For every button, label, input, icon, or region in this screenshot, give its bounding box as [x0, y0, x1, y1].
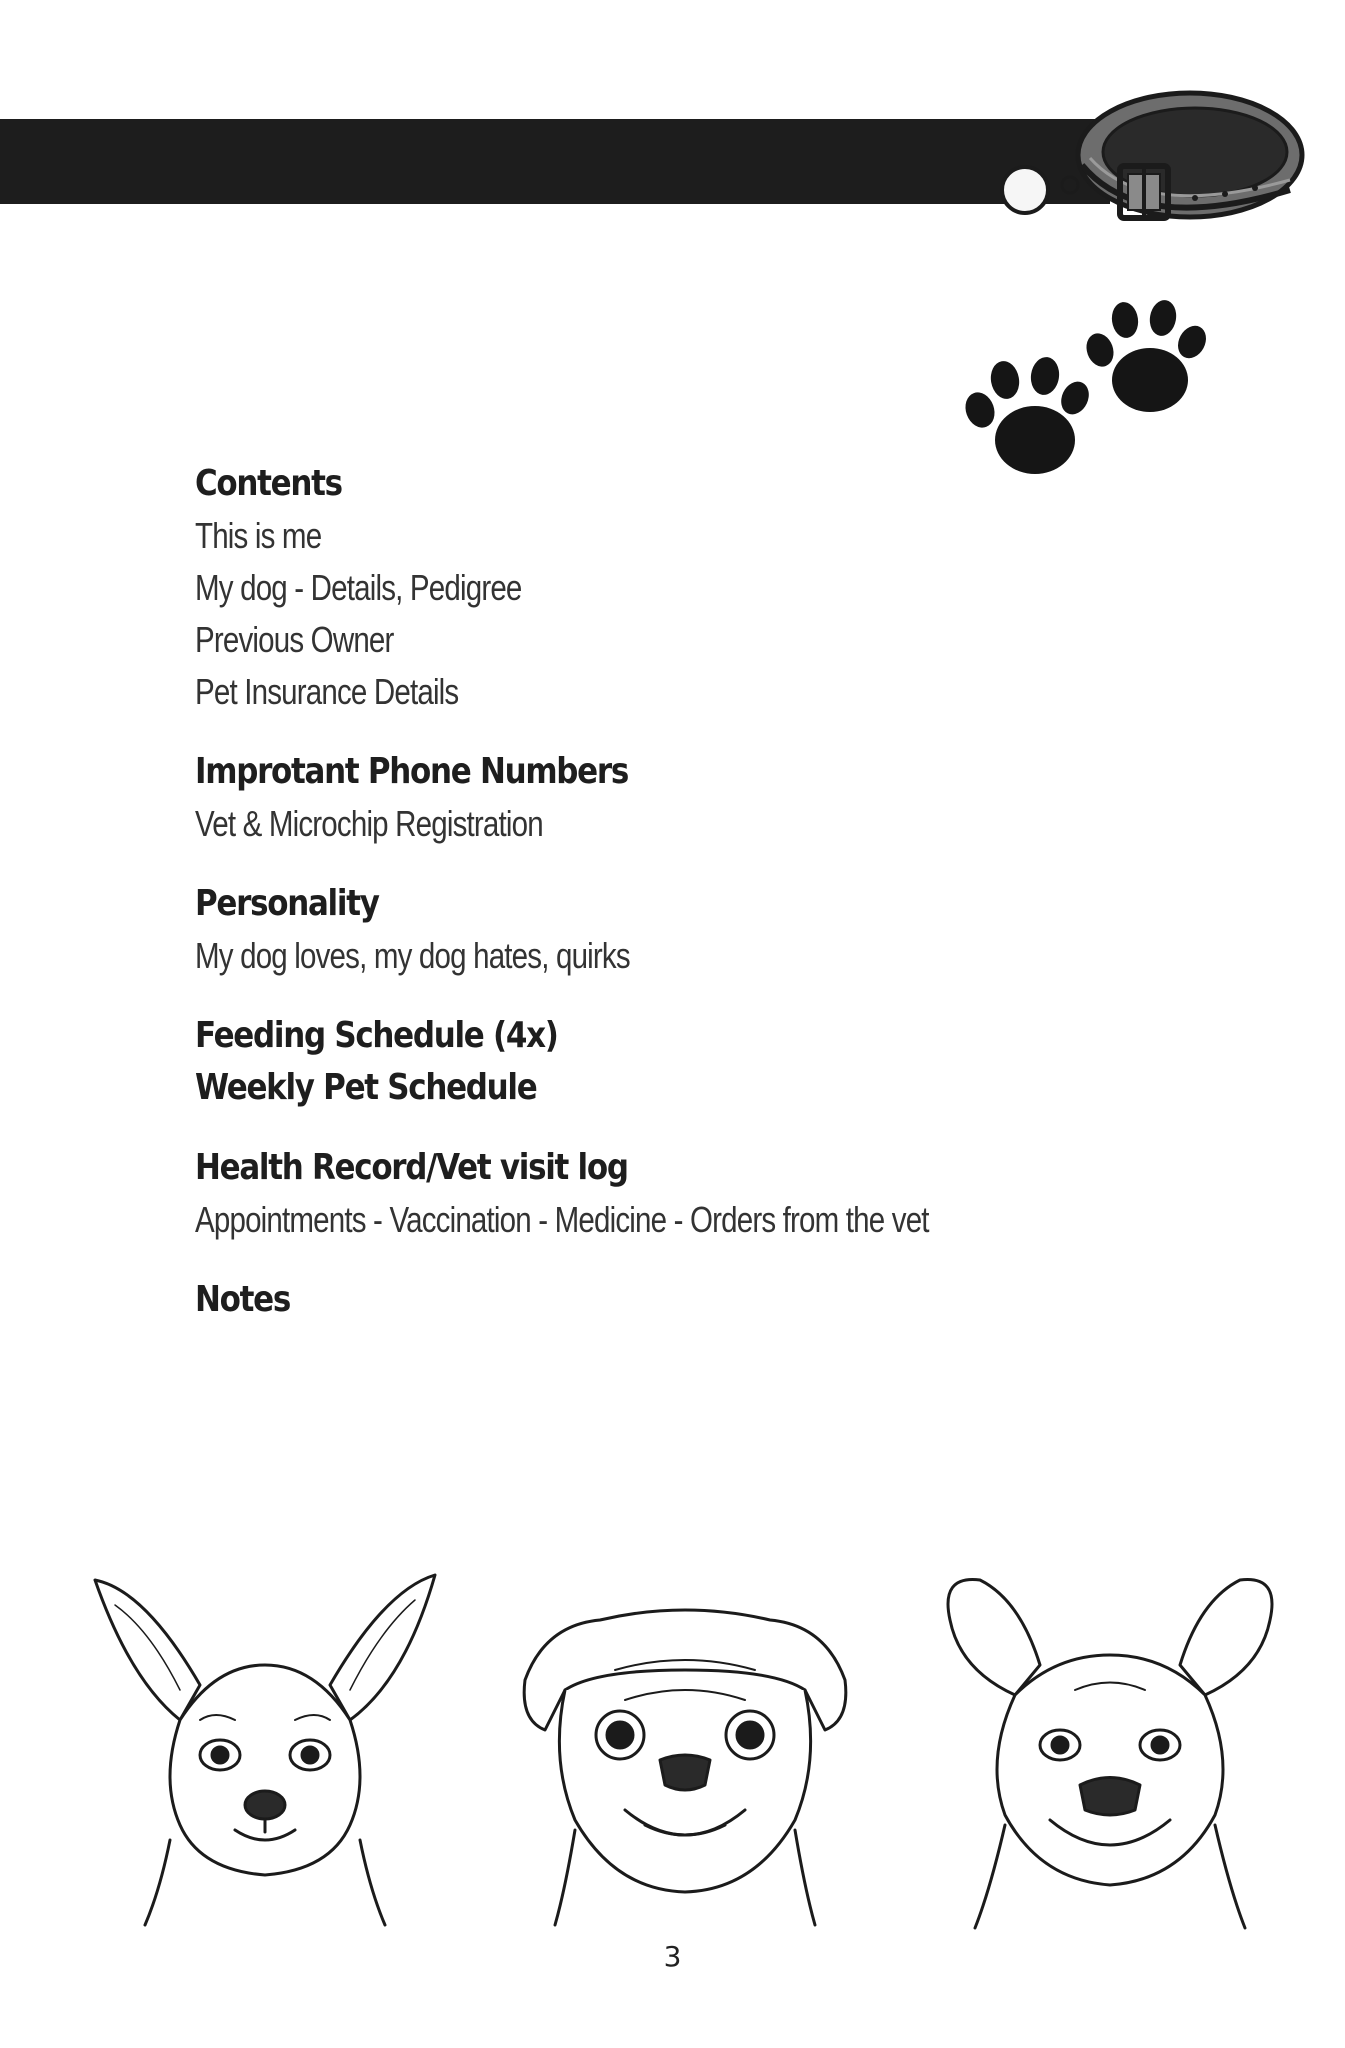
- list-item: Pet Insurance Details: [195, 671, 459, 712]
- section-notes: [195, 1274, 1195, 1326]
- list-item: My dog - Details, Pedigree: [195, 567, 522, 608]
- section-heading: Feeding Schedule (4x): [195, 1015, 558, 1056]
- section-heading: Health Record/Vet visit log: [195, 1147, 628, 1188]
- dog-collar-icon: [990, 70, 1310, 240]
- list-item: Appointments - Vaccination - Medicine - Orders from the vet: [195, 1199, 929, 1240]
- section-contents: [195, 458, 1195, 718]
- section-heading: Improtant Phone Numbers: [195, 751, 629, 792]
- list-item: This is me: [195, 515, 322, 556]
- chihuahua-illustration: [85, 1570, 445, 1930]
- section-heading: Weekly Pet Schedule: [195, 1067, 537, 1108]
- section-phone-numbers: [195, 746, 1195, 850]
- pug-illustration: [505, 1570, 865, 1930]
- list-item: My dog loves, my dog hates, quirks: [195, 935, 630, 976]
- section-personality: [195, 878, 1195, 982]
- contents-list: [195, 458, 1195, 1354]
- page-number: 3: [663, 1940, 682, 1973]
- list-item: Vet & Microchip Registration: [195, 803, 543, 844]
- section-heading: Personality: [195, 883, 379, 924]
- header-bar: [0, 119, 1110, 204]
- section-heading: Notes: [195, 1279, 290, 1320]
- section-schedules: [195, 1010, 1195, 1114]
- section-health-record: [195, 1142, 1195, 1246]
- section-heading: Contents: [195, 463, 342, 504]
- list-item: Previous Owner: [195, 619, 394, 660]
- french-bulldog-illustration: [930, 1570, 1290, 1930]
